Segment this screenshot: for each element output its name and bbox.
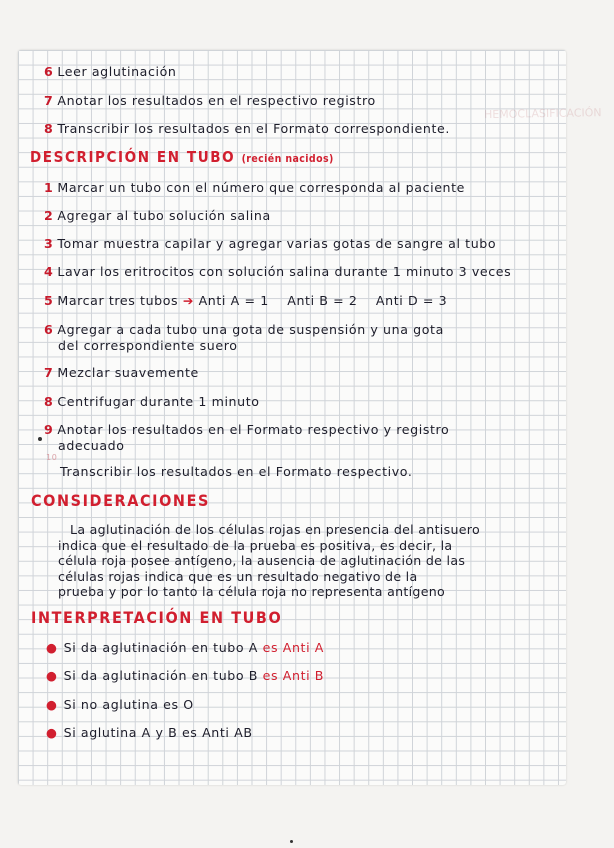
tubo-step-1: 1 Marcar un tubo con el número que corresponda al paciente [44, 180, 466, 195]
interpretacion-item-1: ● Si da aglutinación en tubo A es Anti A [46, 640, 325, 655]
step-7: 7 Anotar los resultados en el respectivo registro [44, 93, 376, 108]
arrow-icon: ➔ [182, 293, 194, 308]
tubo-step-2: 2 Agregar al tubo solución salina [44, 208, 271, 223]
tubo-step-6-cont: del correspondiente suero [58, 338, 238, 353]
tubo-step-3: 3 Tomar muestra capilar y agregar varias gotas de sangre al tubo [44, 236, 497, 251]
tubo-step-8: 8 Centrifugar durante 1 minuto [44, 394, 260, 409]
tubo-step-4: 4 Lavar los eritrocitos con solución salina durante 1 minuto 3 veces [44, 264, 512, 279]
tubo-step-9: 9 Anotar los resultados en el Formato respectivo y registro [44, 422, 450, 437]
interpretacion-item-3: ● Si no aglutina es O [46, 697, 194, 712]
interpretacion-item-4: ● Si aglutina A y B es Anti AB [46, 725, 253, 740]
section-heading-tubo: DESCRIPCIÓN EN TUBO (recién nacidos) [30, 148, 334, 166]
section-heading-consideraciones: CONSIDERACIONES [31, 491, 210, 510]
ink-dot [38, 437, 42, 441]
bullet-icon: ● [46, 725, 58, 740]
step-8: 8 Transcribir los resultados en el Formato correspondiente. [44, 121, 450, 136]
tubo-step-10-num: 10 [46, 453, 58, 462]
notebook-page [18, 50, 602, 785]
bleed-through-text: HEMOCLASIFICACIÓN [483, 106, 602, 122]
tubo-step-9-cont: adecuado [58, 438, 125, 453]
consideraciones-paragraph: La aglutinación de los células rojas en presencia del antisuero indica que el resultado de la prueba es positiva, es decir, la célula roja posee antígeno, la ausencia de aglutinación de las células rojas indica que es un resultado negativo de la prueba y por lo tanto la célula roja no representa antígeno [58, 522, 480, 599]
tubo-step-5: 5 Marcar tres tubos ➔ Anti A = 1 Anti B = 2 Anti D = 3 [44, 293, 448, 308]
bullet-icon: ● [46, 697, 58, 712]
tubo-step-7: 7 Mezclar suavemente [44, 365, 199, 380]
ink-dot [290, 840, 293, 843]
interpretacion-item-2: ● Si da aglutinación en tubo B es Anti B [46, 668, 325, 683]
bullet-icon: ● [46, 640, 58, 655]
section-heading-interpretacion: INTERPRETACIÓN EN TUBO [31, 608, 283, 627]
tubo-step-10: Transcribir los resultados en el Formato respectivo. [60, 464, 413, 479]
tubo-step-6: 6 Agregar a cada tubo una gota de suspensión y una gota [44, 322, 444, 337]
step-6: 6 Leer aglutinación [44, 64, 177, 79]
bullet-icon: ● [46, 668, 58, 683]
